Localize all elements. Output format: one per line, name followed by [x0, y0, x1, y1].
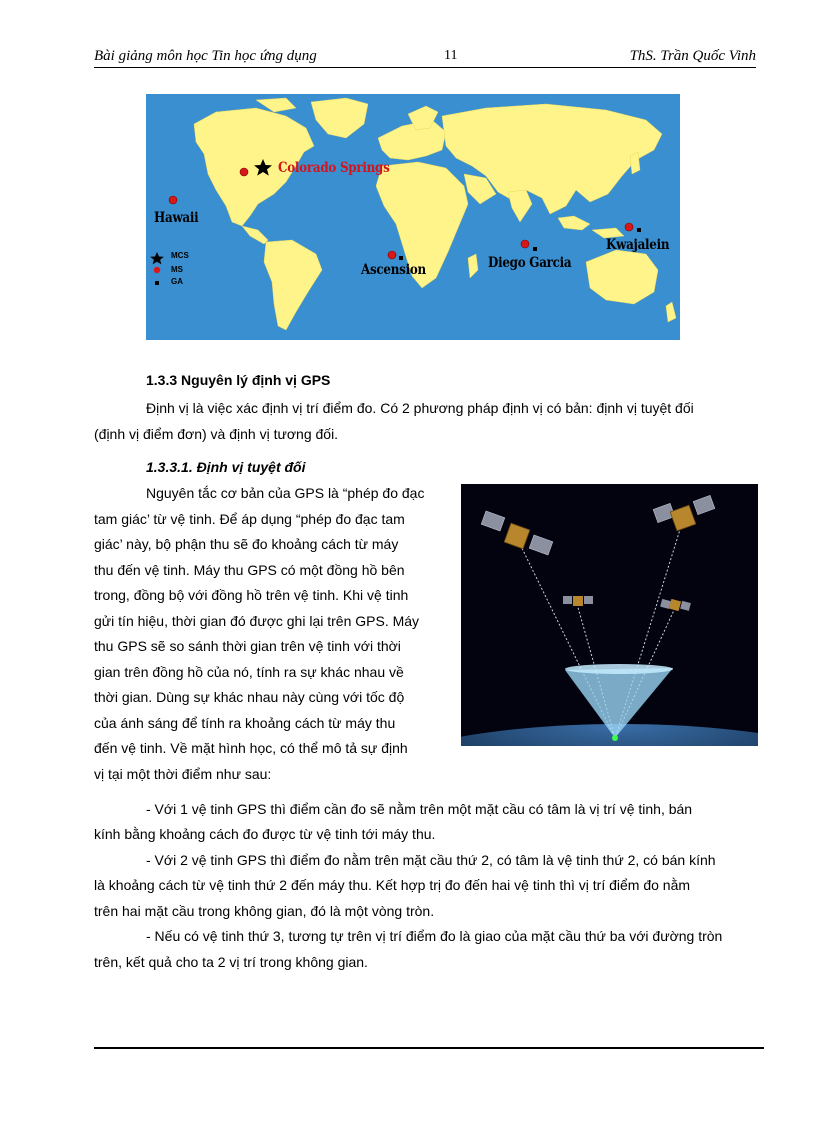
- wrap-line: gian trên đồng hồ của nó, tính ra sự khác nhau về: [94, 664, 404, 680]
- section-heading: 1.3.3 Nguyên lý định vị GPS: [146, 372, 331, 388]
- wrap-line: gửi tín hiệu, thời gian đó được ghi lại trên GPS. Máy: [94, 613, 420, 629]
- legend-ms: MS: [171, 265, 183, 274]
- world-map-graphic: [146, 94, 680, 340]
- wrap-line: của ánh sáng để tính ra khoảng cách từ máy thu: [94, 715, 396, 731]
- intro-line-1: Định vị là việc xác định vị trí điểm đo. Có 2 phương pháp định vị có bản: định vị tuyệt đối: [146, 400, 694, 416]
- header-author: ThS. Trần Quốc Vinh: [629, 48, 756, 64]
- header-rule: [94, 67, 756, 68]
- wrap-line: đến vệ tinh. Về mặt hình học, có thể mô tả sự định: [94, 740, 408, 756]
- bullet-3-line-1: - Nếu có vệ tinh thứ 3, tương tự trên vị trí điểm đo là giao của mặt cầu thứ ba với đường tròn: [146, 928, 723, 944]
- label-hawaii: Hawaii: [154, 210, 199, 226]
- legend-mcs: MCS: [171, 251, 189, 260]
- intro-line-2: (định vị điểm đơn) và định vị tương đối.: [94, 426, 339, 442]
- bullet-2-line-1: - Với 2 vệ tinh GPS thì điểm đo nằm trên mặt cầu thứ 2, có tâm là vệ tinh thứ 2, có bán kính: [146, 852, 716, 868]
- bullet-2-line-3: trên hai mặt cầu trong không gian, đó là một vòng tròn.: [94, 903, 435, 919]
- header-page-number: 11: [444, 48, 458, 63]
- label-diego-garcia: Diego Garcia: [488, 255, 572, 271]
- label-kwajalein: Kwajalein: [606, 237, 670, 253]
- bullet-3-line-2: trên, kết quả cho ta 2 vị trí trong không gian.: [94, 954, 368, 970]
- bullet-1-line-1: - Với 1 vệ tinh GPS thì điểm cần đo sẽ nằm trên một mặt cầu có tâm là vị trí vệ tinh, bán: [146, 801, 693, 817]
- subsection-heading: 1.3.3.1. Định vị tuyệt đối: [146, 459, 306, 475]
- wrap-line: vị tại một thời điểm như sau:: [94, 766, 272, 782]
- page-header: [94, 48, 756, 68]
- wrap-line: tam giác’ từ vệ tinh. Để áp dụng “phép đo đạc tam: [94, 511, 405, 527]
- label-colorado-springs: Colorado Springs: [278, 160, 390, 176]
- wrap-line: trong, đồng bộ với đồng hồ trên vệ tinh. Khi vệ tinh: [94, 587, 409, 603]
- wrap-line: thu GPS sẽ so sánh thời gian trên vệ tinh với thời: [94, 638, 401, 654]
- bullet-2-line-2: là khoảng cách từ vệ tinh thứ 2 đến máy thu. Kết hợp trị đo đến hai vệ tinh thì vị trí điểm đo nằm: [94, 877, 691, 893]
- wrap-line: thời gian. Dùng sự khác nhau này cùng với tốc độ: [94, 689, 405, 705]
- wrap-line: thu đến vệ tinh. Máy thu GPS có một đồng hồ bên: [94, 562, 405, 578]
- wrap-line: giác’ này, bộ phận thu sẽ đo khoảng cách từ máy: [94, 536, 399, 552]
- gps-control-station-map: [146, 94, 680, 340]
- label-ascension: Ascension: [361, 262, 426, 278]
- bullet-1-line-2: kính bằng khoảng cách đo được từ vệ tinh tới máy thu.: [94, 826, 436, 842]
- legend-ga: GA: [171, 277, 183, 286]
- satellite-1: [481, 511, 553, 555]
- satellite-graphic: [461, 484, 758, 746]
- wrap-line: Nguyên tắc cơ bản của GPS là “phép đo đạc: [146, 485, 425, 501]
- satellite-2: [653, 495, 715, 530]
- satellite-4: [660, 599, 691, 611]
- satellite-3: [563, 596, 593, 606]
- map-legend-markers: [150, 252, 164, 285]
- footer-rule: [94, 1047, 764, 1049]
- header-course-title: Bài giảng môn học Tin học ứng dụng: [94, 48, 317, 64]
- satellite-triangulation-image: [461, 484, 758, 746]
